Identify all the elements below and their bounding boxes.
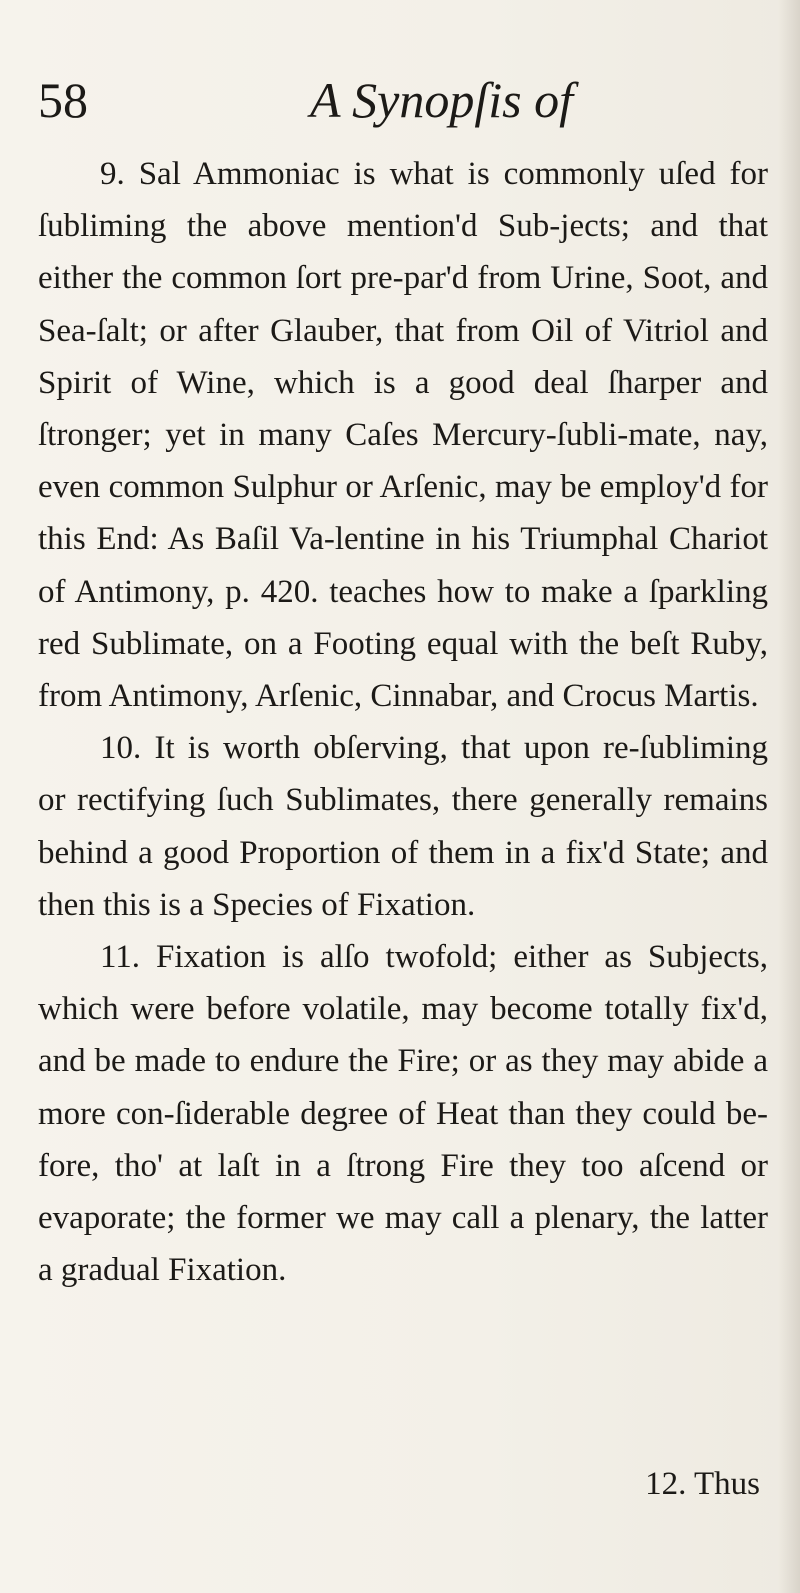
body-text (38, 148, 768, 1296)
catchword: 12. Thus (645, 1466, 760, 1502)
paragraph-11: 11. Fixation is alſo twofold; either as Subjects, which were before volatile, may become totally fix'd, and be made to endure the Fire; or as they may abide a more con-ſiderable degree of Heat than they could be-fore, tho' at laſt in a ſtrong Fire they too aſcend or evaporate; the former we may call a plenary, the latter a gradual Fixation. (38, 939, 768, 1289)
running-title: A Synopſis of (310, 72, 573, 128)
page-number: 58 (38, 72, 88, 128)
page-edge-shadow (778, 0, 800, 1593)
page-header (38, 60, 758, 140)
paragraph-10: 10. It is worth obſerving, that upon re-ſubliming or rectifying ſuch Sublimates, there generally remains behind a good Proportion of them in a fix'd State; and then this is a Species of Fixation. (38, 730, 768, 923)
paragraph-9: 9. Sal Ammoniac is what is commonly uſed for ſubliming the above mention'd Sub-jects; and that either the common ſort pre-par'd from Urine, Soot, and Sea-ſalt; or after Glauber, that from Oil of Vitriol and Spirit of Wine, which is a good deal ſharper and ſtronger; yet in many Caſes Mercury-ſubli-mate, nay, even common Sulphur or Arſenic, may be employ'd for this End: As Baſil Va-lentine in his Triumphal Chariot of Antimony, p. 420. teaches how to make a ſparkling red Sublimate, on a Footing equal with the beſt Ruby, from Antimony, Arſenic, Cinnabar, and Crocus Martis. (38, 156, 768, 715)
